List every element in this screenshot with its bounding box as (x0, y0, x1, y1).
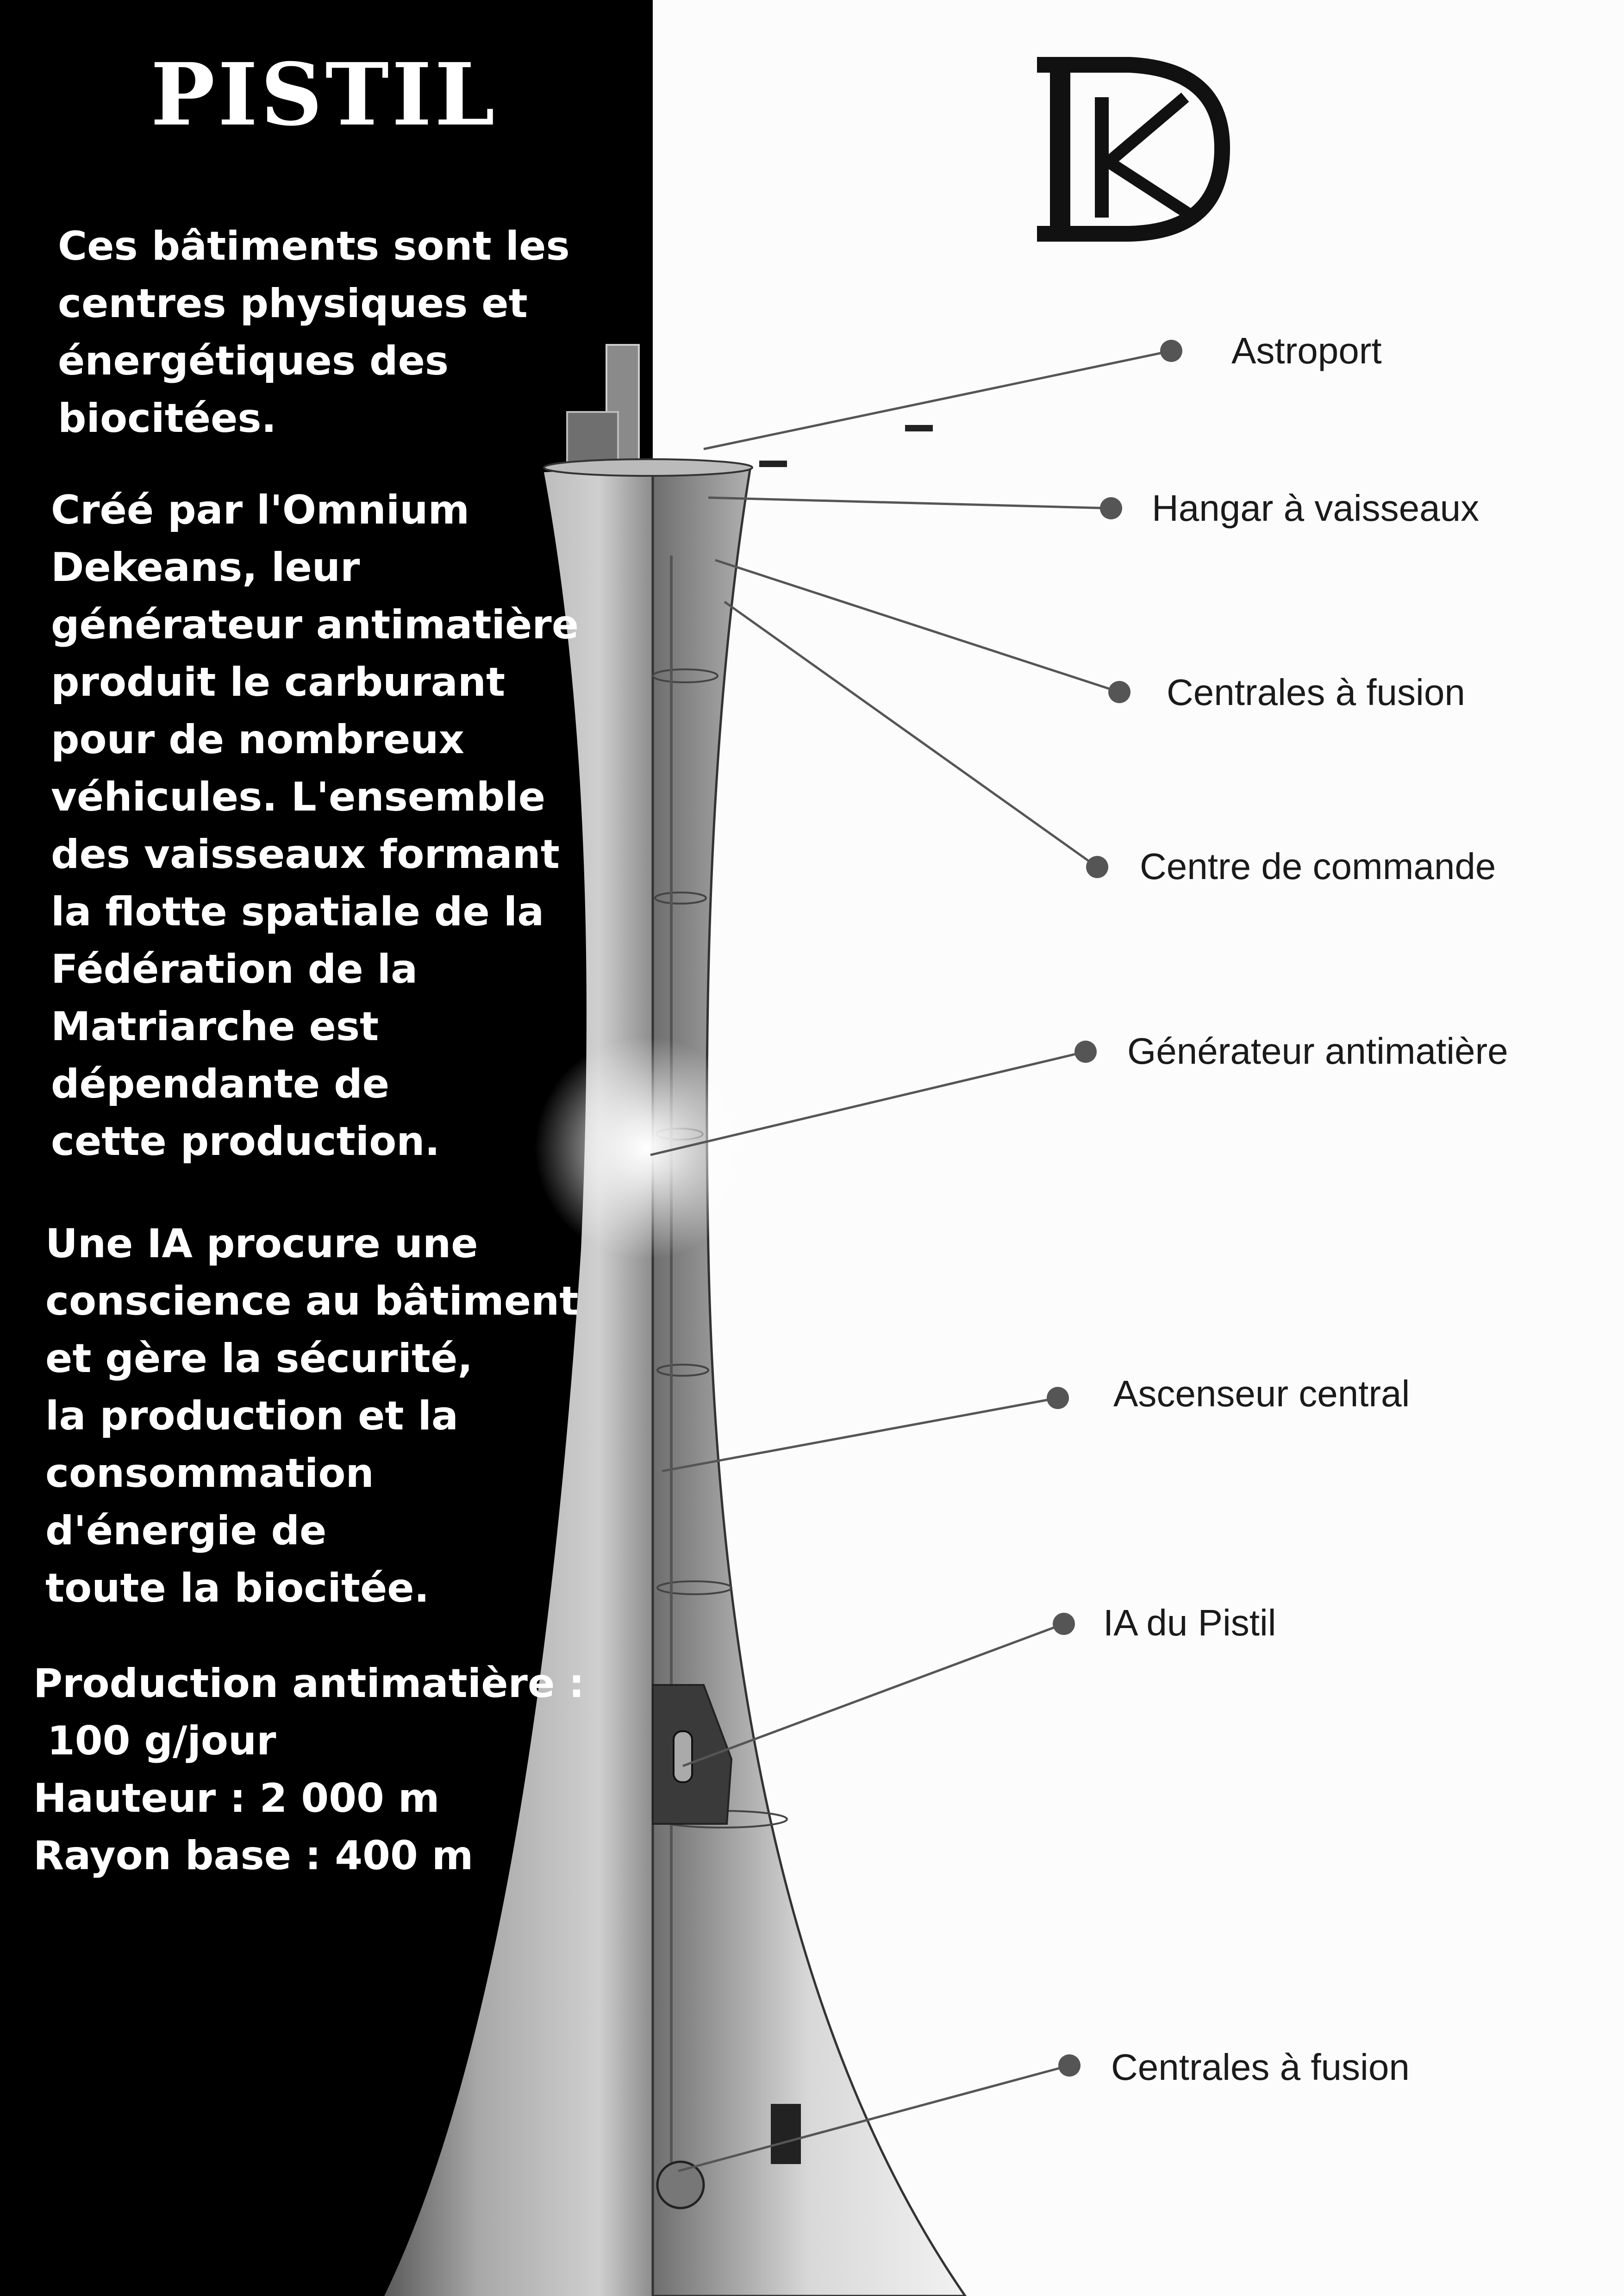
intro-line: biocitées. (58, 395, 277, 442)
stat-line: Hauteur : 2 000 m (33, 1775, 440, 1822)
callout-central-elevator: Ascenseur central (1113, 1373, 1410, 1414)
intro-paragraph (58, 218, 570, 447)
creation-line: Créé par l'Omnium (51, 487, 470, 533)
creation-line: produit le carburant (51, 659, 506, 705)
base-column (771, 2104, 801, 2164)
ia-paragraph (45, 1215, 578, 1617)
page-title: PISTIL (150, 44, 498, 145)
creation-line: la flotte spatiale de la (51, 889, 544, 935)
creation-line: Dekeans, leur (51, 544, 360, 591)
ia-line: toute la biocitée. (45, 1565, 430, 1611)
ia-line: conscience au bâtiment (45, 1278, 579, 1324)
callout-fusion-top: Centrales à fusion (1167, 672, 1465, 713)
callout-ia: IA du Pistil (1103, 1602, 1276, 1643)
ia-core (674, 1731, 692, 1782)
dk-logo (1037, 65, 1222, 234)
callout-command-center: Centre de commande (1140, 846, 1496, 887)
intro-line: énergétiques des (58, 338, 449, 384)
callout-antimatter-generator: Générateur antimatière (1127, 1030, 1508, 1072)
callout-astroport: Astroport (1231, 330, 1382, 371)
intro-line: Ces bâtiments sont les (58, 223, 570, 269)
top-deck (544, 459, 752, 476)
stats-block (33, 1655, 585, 1884)
intro-line: centres physiques et (58, 281, 528, 327)
callout-fusion-base: Centrales à fusion (1111, 2046, 1410, 2088)
creation-line: des vaisseaux formant (51, 831, 560, 878)
creation-line: dépendante de (51, 1061, 390, 1107)
base-reactor (657, 2162, 704, 2208)
tower-cutaway (653, 468, 965, 2296)
callout-dots (1047, 340, 1182, 2077)
stat-line: Rayon base : 400 m (33, 1833, 474, 1879)
ia-line: d'énergie de (45, 1508, 327, 1554)
creation-line: générateur antimatière (51, 602, 579, 648)
creation-line: Matriarche est (51, 1004, 379, 1050)
stat-line: Production antimatière : (33, 1660, 585, 1707)
ia-line: consommation (45, 1450, 374, 1497)
ia-line: la production et la (45, 1393, 458, 1439)
stat-line: 100 g/jour (33, 1718, 276, 1764)
ia-line: Une IA procure une (45, 1221, 478, 1267)
ia-line: et gère la sécurité, (45, 1335, 473, 1382)
creation-line: cette production. (51, 1118, 440, 1165)
creation-line: Fédération de la (51, 946, 418, 992)
creation-line: pour de nombreux (51, 717, 464, 763)
creation-line: véhicules. L'ensemble (51, 774, 546, 820)
callout-hangar: Hangar à vaisseaux (1152, 487, 1480, 529)
creation-paragraph (51, 481, 579, 1170)
